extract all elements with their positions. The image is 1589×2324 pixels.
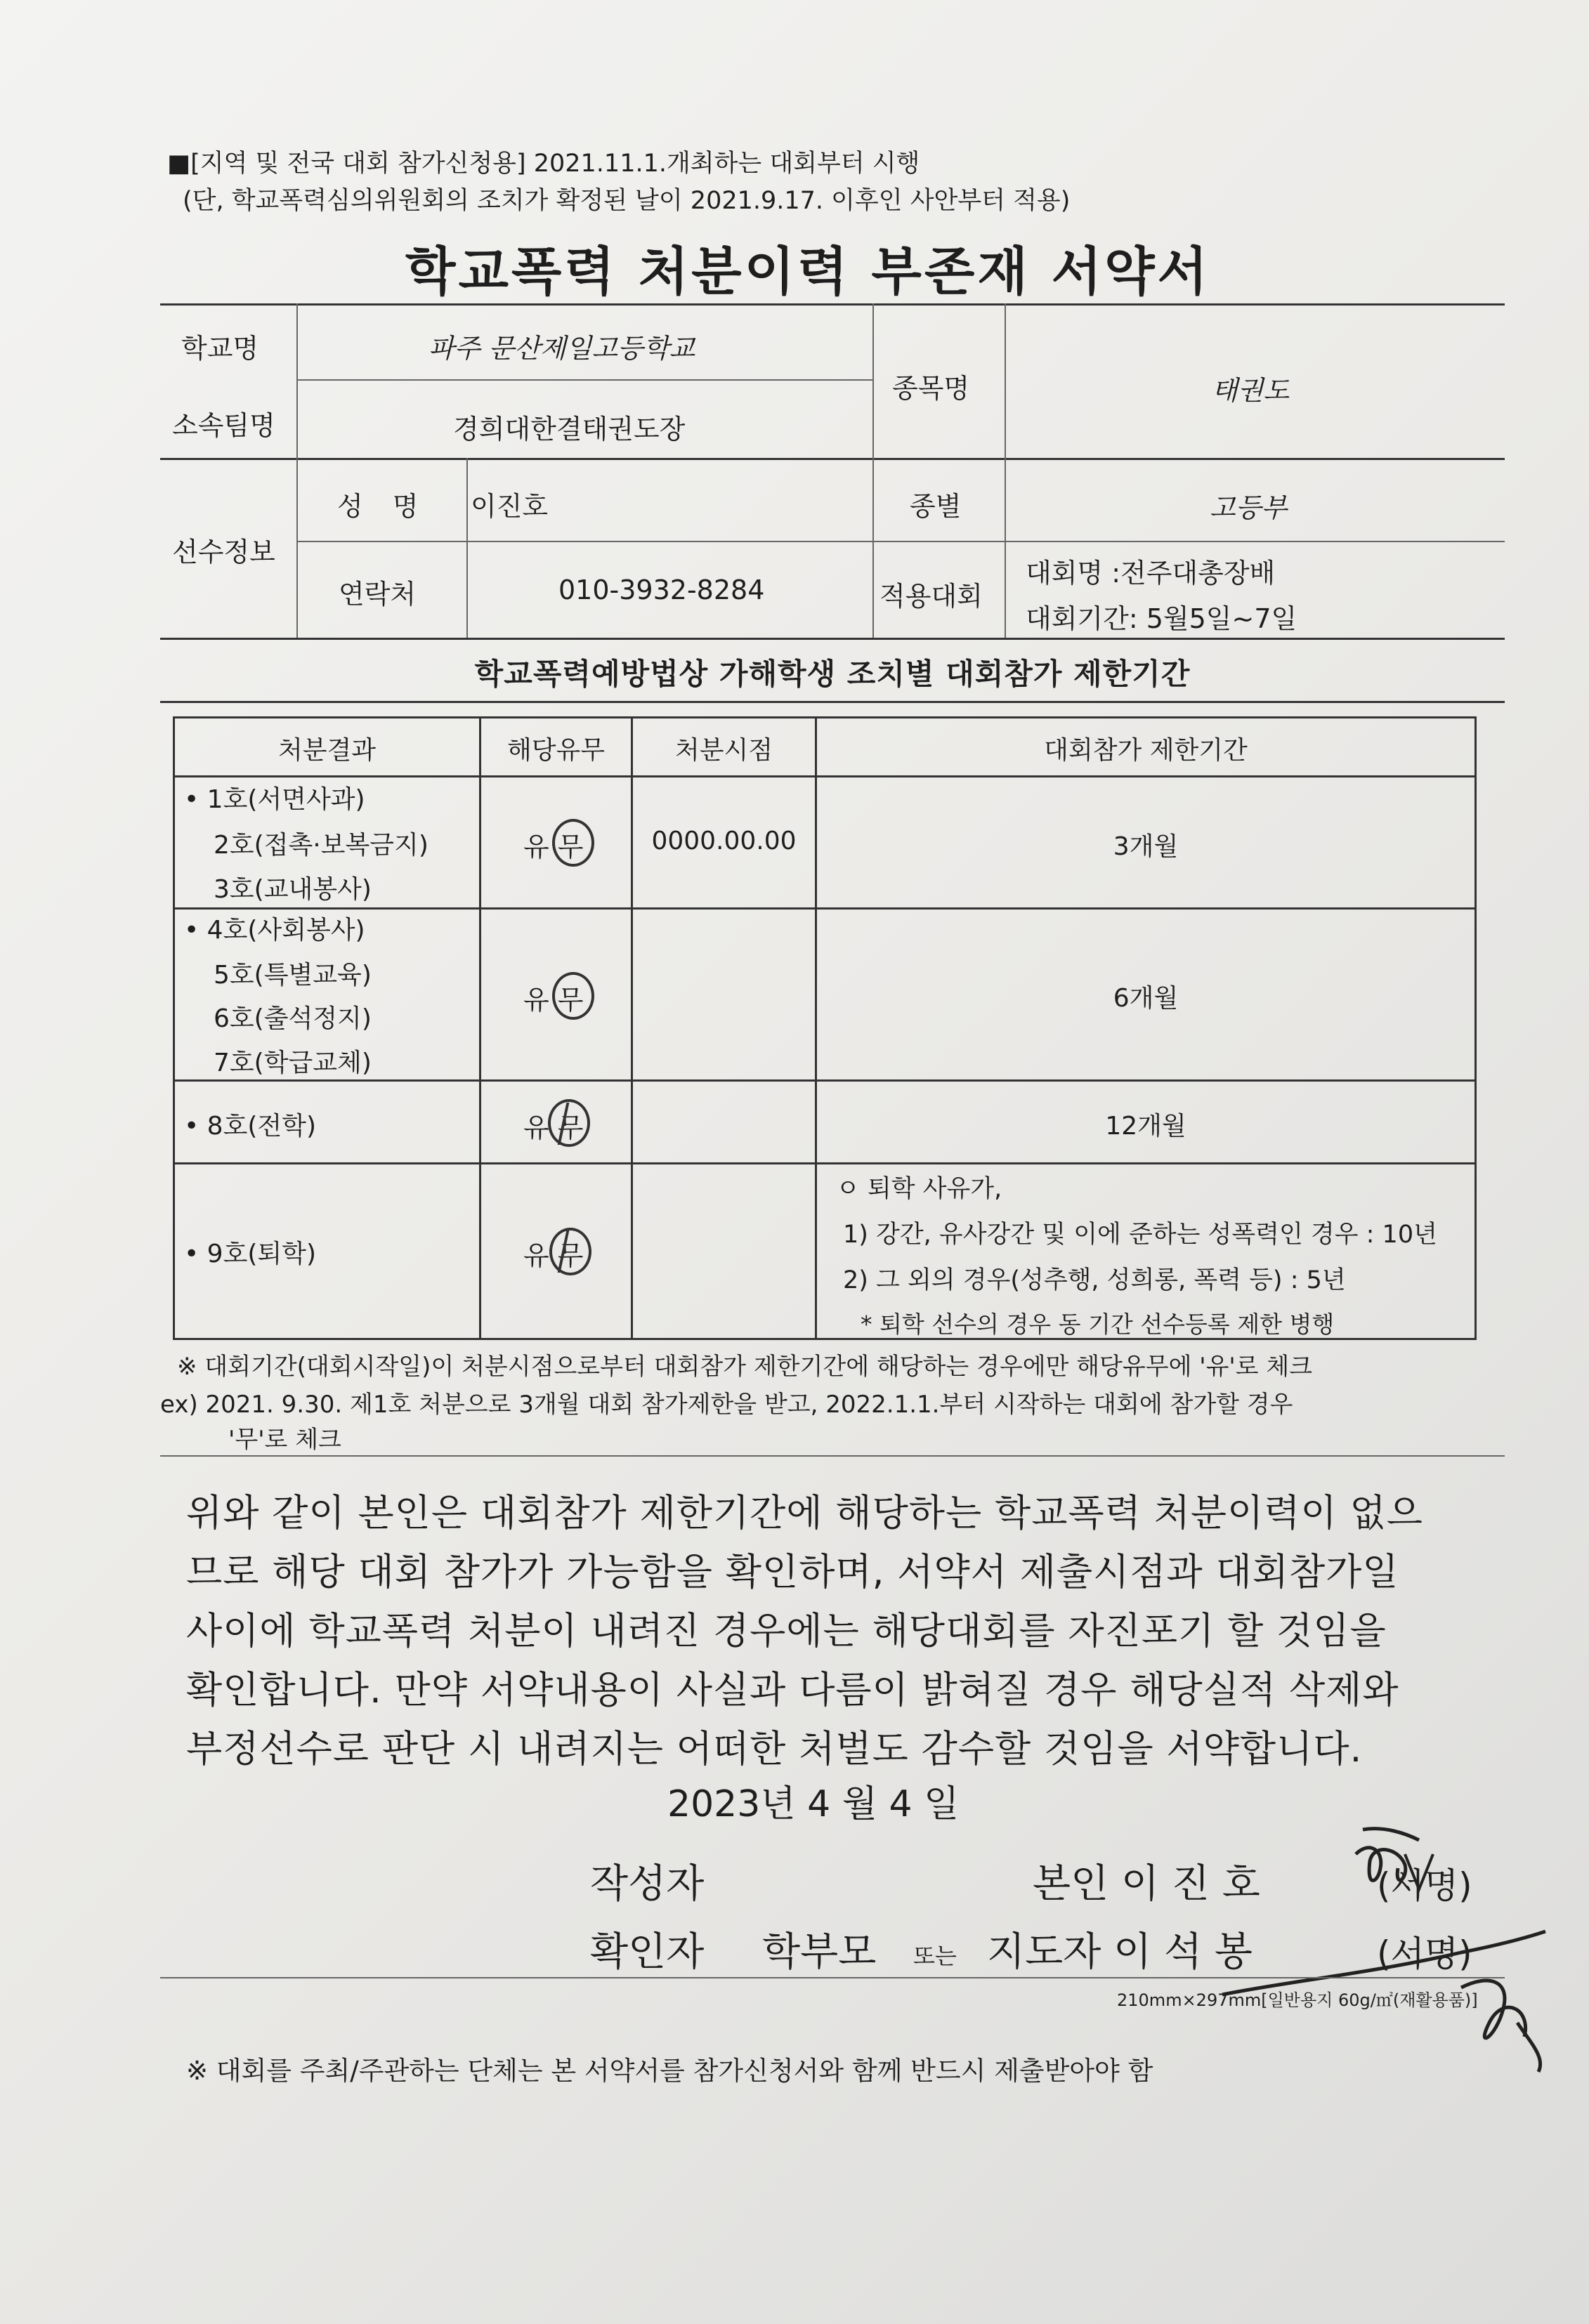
division-value: 고등부 <box>1210 492 1288 523</box>
row4-period-line-2: 1) 강간, 유사강간 및 이에 준하는 성폭력인 경우 : 10년 <box>843 1221 1437 1249</box>
confirmer-label: 확인자 <box>590 1929 705 1975</box>
row1-item-2: 2호(접촉·보복금지) <box>214 831 429 860</box>
event-period: 대회기간: 5월5일~7일 <box>1026 603 1297 634</box>
row4-period-line-1: ㅇ 퇴학 사유가, <box>836 1175 1002 1203</box>
writer-label: 작성자 <box>590 1861 705 1907</box>
row4-check: 유 무 <box>523 1240 584 1271</box>
pledge-line-2: 므로 해당 대회 참가가 가능함을 확인하며, 서약서 제출시점과 대회참가일 <box>186 1551 1399 1594</box>
name-value: 이진호 <box>471 491 549 522</box>
col-header-applicable: 해당유무 <box>506 736 606 765</box>
pledge-date: 2023년 4 월 4 일 <box>667 1783 960 1825</box>
row2-item-2: 5호(특별교육) <box>214 961 372 990</box>
restriction-section-title: 학교폭력예방법상 가해학생 조치별 대회참가 제한기간 <box>474 657 1191 691</box>
sport-value: 태권도 <box>1212 375 1290 406</box>
notice-line-1: ■[지역 및 전국 대회 참가신청용] 2021.11.1.개최하는 대회부터 시행 <box>167 150 920 178</box>
row1-date: 0000.00.00 <box>651 827 797 855</box>
row3-item-1: • 8호(전학) <box>184 1112 316 1141</box>
event-label: 적용대회 <box>879 581 983 612</box>
contact-value: 010-3932-8284 <box>558 575 765 605</box>
col-header-date: 처분시점 <box>674 736 773 765</box>
pledge-line-1: 위와 같이 본인은 대회참가 제한기간에 해당하는 학교폭력 처분이력이 없으 <box>186 1492 1423 1535</box>
row2-check: 유 무 <box>523 985 584 1016</box>
division-label: 종별 <box>910 491 962 522</box>
player-info-label: 선수정보 <box>172 537 275 567</box>
confirmer-role-parent: 학부모 <box>762 1929 877 1975</box>
row2-item-1: • 4호(사회봉사) <box>184 916 365 945</box>
note-2: ex) 2021. 9.30. 제1호 처분으로 3개월 대회 참가제한을 받고, 2022.1.1.부터 시작하는 대회에 참가할 경우 <box>160 1391 1293 1419</box>
pledge-line-5: 부정선수로 판단 시 내려지는 어떠한 처벌도 감수할 것임을 서약합니다. <box>186 1728 1363 1771</box>
col-header-period: 대회참가 제한기간 <box>1044 736 1248 765</box>
note-1: ※ 대회기간(대회시작일)이 처분시점으로부터 대회참가 제한기간에 해당하는 경우에만 해당유무에 '유'로 체크 <box>177 1353 1313 1381</box>
row2-circle-mark <box>552 972 594 1020</box>
row1-period: 3개월 <box>1113 832 1179 861</box>
page-title: 학교폭력 처분이력 부존재 서약서 <box>405 242 1211 302</box>
row3-check: 유 무 <box>523 1112 584 1143</box>
sport-label: 종목명 <box>892 373 970 404</box>
row1-check: 유 무 <box>523 832 584 862</box>
notice-line-2: (단, 학교폭력심의위원회의 조치가 확정된 날이 2021.9.17. 이후인 사안부터 적용) <box>183 187 1071 215</box>
footer-notice: ※ 대회를 주최/주관하는 단체는 본 서약서를 참가신청서와 함께 반드시 제출받아야 함 <box>186 2056 1153 2086</box>
confirmer-sign: (서명) <box>1377 1934 1472 1974</box>
handwritten-signature <box>1194 1812 1559 2079</box>
pledge-line-3: 사이에 학교폭력 처분이 내려진 경우에는 해당대회를 자진포기 할 것임을 <box>186 1610 1387 1653</box>
team-value: 경희대한결태권도장 <box>453 414 686 445</box>
row4-period-line-4: * 퇴학 선수의 경우 동 기간 선수등록 제한 병행 <box>861 1311 1335 1338</box>
paper-spec: 210mm×297mm[일반용지 60g/㎡(재활용품)] <box>1117 1990 1478 2010</box>
row1-circle-mark <box>552 819 594 867</box>
row3-period: 12개월 <box>1105 1112 1186 1141</box>
row2-item-3: 6호(출석정지) <box>214 1004 372 1033</box>
row4-item-1: • 9호(퇴학) <box>184 1240 316 1268</box>
row4-period-line-3: 2) 그 외의 경우(성추행, 성희롱, 폭력 등) : 5년 <box>843 1266 1346 1294</box>
school-label: 학교명 <box>181 333 259 364</box>
confirmer-role-coach: 지도자 이 석 봉 <box>987 1929 1253 1975</box>
confirmer-or: 또는 <box>913 1943 957 1969</box>
row2-period: 6개월 <box>1113 984 1179 1013</box>
writer-role: 본인 이 진 호 <box>1033 1861 1260 1907</box>
note-3: '무'로 체크 <box>228 1426 341 1454</box>
pledge-line-4: 확인합니다. 만약 서약내용이 사실과 다름이 밝혀질 경우 해당실적 삭제와 <box>186 1669 1399 1712</box>
col-header-result: 처분결과 <box>277 736 377 765</box>
school-value: 파주 문산제일고등학교 <box>429 333 695 364</box>
contact-label: 연락처 <box>339 579 417 610</box>
event-name: 대회명 :전주대총장배 <box>1026 558 1276 589</box>
row1-item-1: • 1호(서면사과) <box>184 785 365 814</box>
row2-item-4: 7호(학급교체) <box>214 1049 372 1077</box>
row1-item-3: 3호(교내봉사) <box>214 875 372 904</box>
writer-sign: (서명) <box>1377 1865 1472 1906</box>
team-label: 소속팀명 <box>172 410 275 441</box>
name-label: 성 명 <box>337 491 419 522</box>
